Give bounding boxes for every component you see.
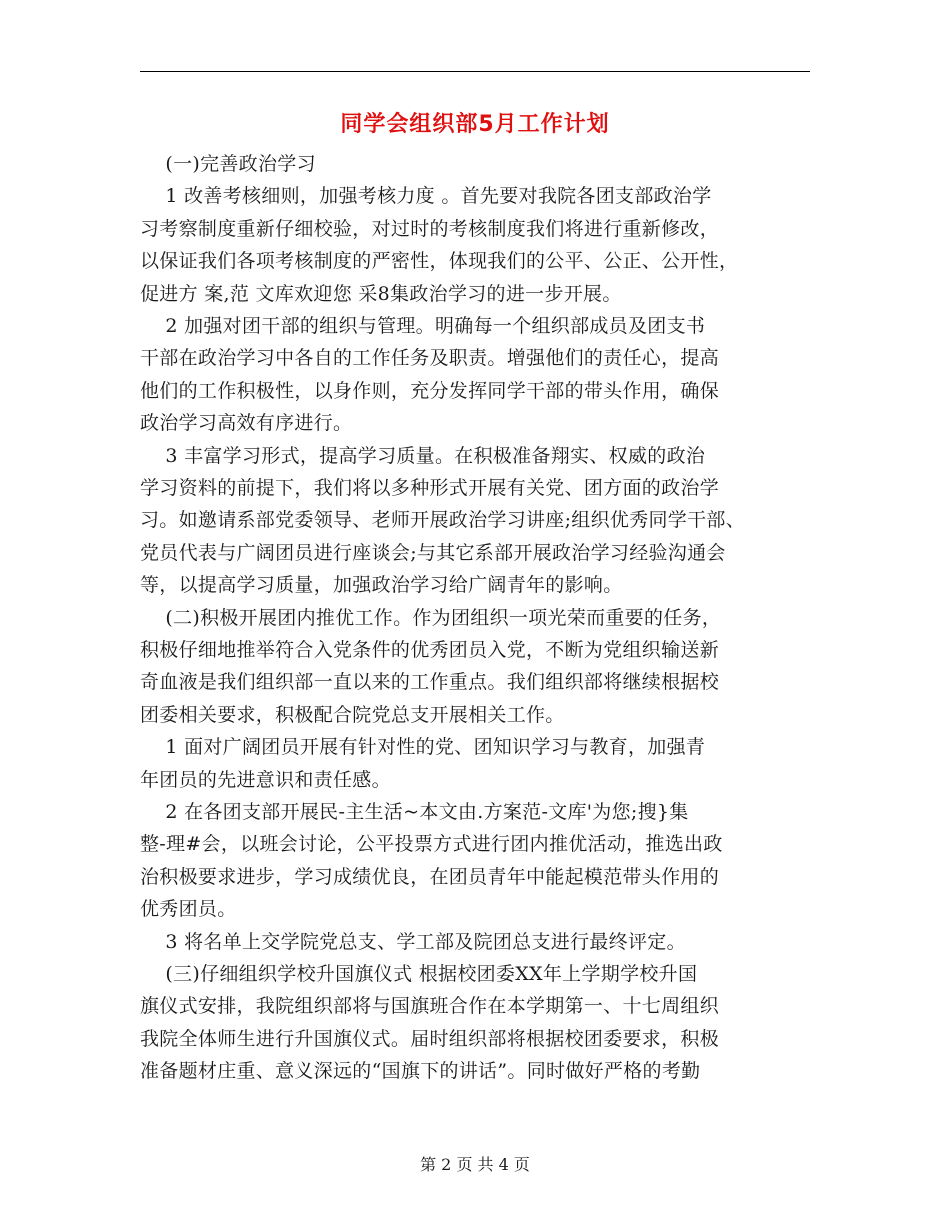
body-line: 1 面对广阔团员开展有针对性的党、团知识学习与教育，加强青 <box>140 736 706 759</box>
body-line: 准备题材庄重、意义深远的“国旗下的讲话”。同时做好严格的考勤 <box>140 1060 701 1083</box>
body-line: 政治学习高效有序进行。 <box>140 412 353 435</box>
body-line: 促进方 案,范 文库欢迎您 采8集政治学习的进一步开展。 <box>140 282 622 305</box>
body-line: 习考察制度重新仔细校验，对过时的考核制度我们将进行重新修改， <box>140 217 720 240</box>
body-line: (一)完善政治学习 <box>140 153 316 175</box>
body-line: 党员代表与广阔团员进行座谈会;与其它系部开展政治学习经验沟通会 <box>140 541 726 564</box>
body-line: 团委相关要求，积极配合院党总支开展相关工作。 <box>140 703 565 726</box>
document-title: 同学会组织部5月工作计划 <box>340 112 610 137</box>
body-line: 奇血液是我们组织部一直以来的工作重点。我们组织部将继续根据校 <box>140 671 720 694</box>
body-line: 1 改善考核细则，加强考核力度 。首先要对我院各团支部政治学 <box>140 185 712 208</box>
body-line: 我院全体师生进行升国旗仪式。届时组织部将根据校团委要求，积极 <box>140 1027 720 1050</box>
body-line: 等，以提高学习质量，加强政治学习给广阔青年的影响。 <box>140 574 623 597</box>
body-line: 2 在各团支部开展民-主生活~本文由.方案范-文库'为您;搜}集 <box>140 801 689 823</box>
body-line: 以保证我们各项考核制度的严密性，体现我们的公平、公正、公开性， <box>140 250 739 273</box>
body-line: 优秀团员。 <box>140 898 237 921</box>
body-line: 习。如邀请系部党委领导、老师开展政治学习讲座;组织优秀同学干部、 <box>140 509 746 532</box>
body-line: 3 丰富学习形式，提高学习质量。在积极准备翔实、权威的政治 <box>140 444 706 467</box>
body-line: 治积极要求进步，学习成绩优良，在团员青年中能起模范带头作用的 <box>140 865 720 888</box>
body-line: 2 加强对团干部的组织与管理。明确每一个组织部成员及团支书 <box>140 315 706 337</box>
body-line: 积极仔细地推举符合入党条件的优秀团员入党，不断为党组织输送新 <box>140 639 720 661</box>
page-footer: 第 2 页 共 4 页 <box>420 1155 530 1174</box>
body-line: (二)积极开展团内推优工作。作为团组织一项光荣而重要的任务， <box>140 606 722 629</box>
body-line: 他们的工作积极性，以身作则，充分发挥同学干部的带头作用，确保 <box>140 379 720 402</box>
body-line: 旗仪式安排，我院组织部将与国旗班合作在本学期第一、十七周组织 <box>140 995 720 1018</box>
body-line: 年团员的先进意识和责任感。 <box>140 768 391 791</box>
body-line: 学习资料的前提下，我们将以多种形式开展有关党、团方面的政治学 <box>140 477 720 499</box>
body-line: 整-理#会，以班会讨论，公平投票方式进行团内推优活动，推选出政 <box>140 833 723 856</box>
body-line: (三)仔细组织学校升国旗仪式 根据校团委XX年上学期学校升国 <box>140 963 698 985</box>
body-line: 干部在政治学习中各自的工作任务及职责。增强他们的责任心，提高 <box>140 347 720 370</box>
body-line: 3 将名单上交学院党总支、学工部及院团总支进行最终评定。 <box>140 930 686 953</box>
header-rule <box>140 71 810 72</box>
